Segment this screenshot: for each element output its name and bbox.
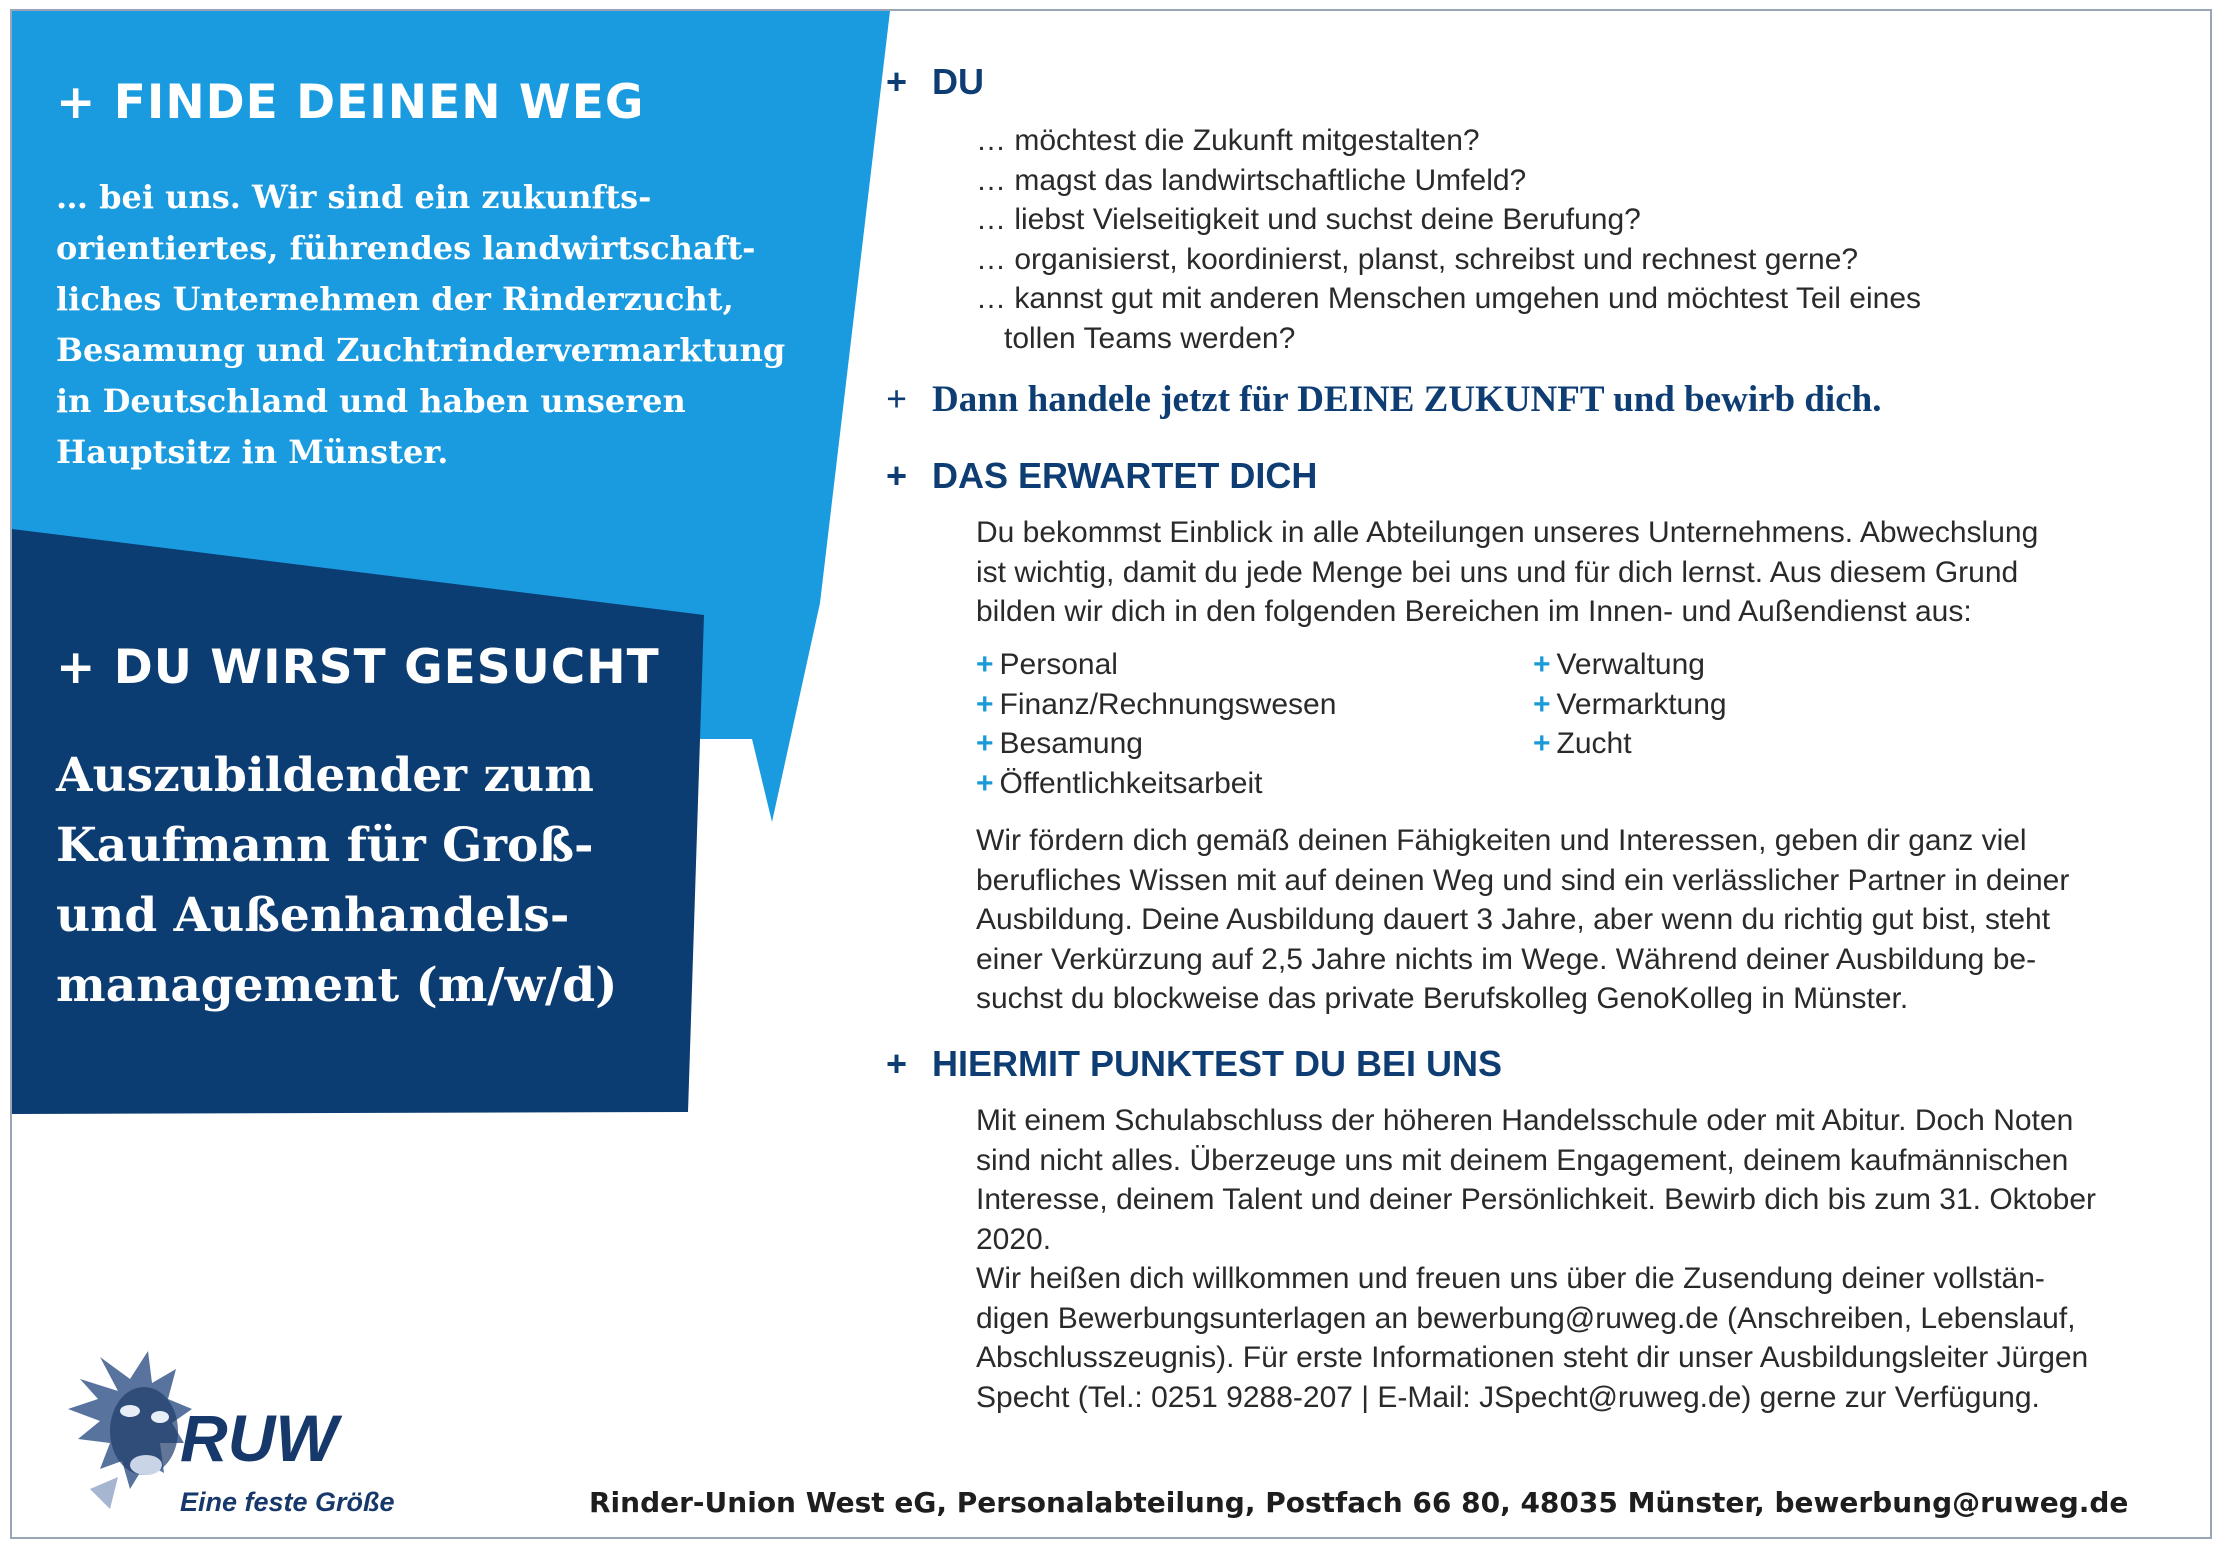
plus-icon: +: [1533, 727, 1551, 760]
list-item: + Finanz/Rechnungswesen: [976, 687, 1337, 721]
paragraph-line: einer Verkürzung auf 2,5 Jahre nichts im Wege. Während deiner Ausbildung be-: [976, 942, 2037, 976]
logo-wordmark: RUW: [180, 1401, 338, 1475]
paragraph-line: Mit einem Schulabschluss der höheren Handelsschule oder mit Abitur. Doch Noten: [976, 1104, 2074, 1137]
training-areas-right: [1533, 645, 1727, 764]
call-to-action: + Dann handele jetzt für DEINE ZUKUNFT und bewirb dich.: [886, 379, 1882, 420]
list-item: + Personal: [976, 648, 1118, 681]
paragraph-line: Wir heißen dich willkommen und freuen uns über die Zusendung deiner vollstän-: [976, 1262, 2045, 1295]
ad-frame: [10, 9, 2212, 1539]
paragraph-line: bilden wir dich in den folgenden Bereichen im Innen- und Außendienst aus:: [976, 595, 1972, 628]
footer-address: Rinder-Union West eG, Personalabteilung, Postfach 66 80, 48035 Münster, bewerbung@ruweg.de: [589, 1486, 2129, 1519]
plus-icon: +: [886, 61, 908, 102]
heading-find-your-way: + FINDE DEINEN WEG: [56, 75, 645, 130]
question-line: … möchtest die Zukunft mitgestalten?: [976, 124, 1480, 157]
paragraph-line: Du bekommst Einblick in alle Abteilungen unseres Unternehmens. Abwechslung: [976, 516, 2039, 549]
question-line: … magst das landwirtschaftliche Umfeld?: [976, 163, 1527, 197]
paragraph-line: sind nicht alles. Überzeuge uns mit deinem Engagement, deinem kaufmännischen: [976, 1143, 2069, 1177]
plus-icon: +: [976, 648, 994, 681]
expect-intro: [976, 513, 2038, 632]
paragraph-line: Specht (Tel.: 0251 9288-207 | E-Mail: JSpecht@ruweg.de) gerne zur Verfügung.: [976, 1380, 2040, 1414]
plus-icon: +: [1533, 687, 1551, 721]
job-title-line: management (m/w/d): [56, 958, 618, 1013]
plus-icon: +: [976, 687, 994, 721]
intro-line: liches Unternehmen der Rinderzucht,: [56, 280, 734, 318]
question-line: … kannst gut mit anderen Menschen umgehen und möchtest Teil eines: [976, 282, 1921, 315]
plus-icon: +: [976, 727, 994, 760]
intro-line: orientiertes, führendes landwirtschaft-: [56, 229, 756, 267]
paragraph-line: ist wichtig, damit du jede Menge bei uns und für dich lernst. Aus diesem Grund: [976, 555, 2019, 589]
paragraph-line: digen Bewerbungsunterlagen an bewerbung@ruweg.de (Anschreiben, Lebenslauf,: [976, 1301, 2076, 1335]
paragraph-line: Ausbildung. Deine Ausbildung dauert 3 Jahre, aber wenn du richtig gut bist, steht: [976, 903, 2051, 936]
intro-text: [56, 172, 785, 478]
paragraph-line: Interesse, deinem Talent und deiner Persönlichkeit. Bewirb dich bis zum 31. Oktober: [976, 1183, 2097, 1216]
job-title-line: Kaufmann für Groß-: [56, 818, 594, 873]
question-line: tollen Teams werden?: [1004, 321, 1296, 355]
plus-icon: +: [1533, 648, 1551, 681]
du-questions: [976, 121, 1921, 358]
section-title-expect: + DAS ERWARTET DICH: [886, 455, 1318, 496]
intro-line: Hauptsitz in Münster.: [56, 433, 449, 471]
plus-icon: +: [886, 455, 908, 496]
question-line: … organisierst, koordinierst, planst, schreibst und rechnest gerne?: [976, 242, 1859, 276]
list-item: + Zucht: [1533, 727, 1632, 760]
intro-line: … bei uns. Wir sind ein zukunfts-: [56, 178, 652, 216]
paragraph-line: berufliches Wissen mit auf deinen Weg und sind ein verlässlicher Partner in deiner: [976, 863, 2070, 897]
job-title: [56, 741, 617, 1021]
cow-head-icon: [68, 1351, 192, 1509]
score-text: [976, 1101, 2096, 1417]
intro-line: Besamung und Zuchtrindervermarktung: [56, 331, 786, 369]
list-item: + Verwaltung: [1533, 648, 1705, 681]
paragraph-line: suchst du blockweise das private Berufskolleg GenoKolleg in Münster.: [976, 982, 1909, 1015]
intro-line: in Deutschland und haben unseren: [56, 382, 686, 420]
job-title-line: und Außenhandels-: [56, 888, 570, 943]
list-item: + Besamung: [976, 727, 1143, 760]
section-title-du: + DU: [886, 61, 984, 102]
job-title-line: Auszubildender zum: [56, 748, 594, 803]
plus-icon: +: [976, 766, 994, 800]
paragraph-line: Wir fördern dich gemäß deinen Fähigkeiten und Interessen, geben dir ganz viel: [976, 824, 2027, 857]
logo-tagline: Eine feste Größe: [180, 1487, 395, 1517]
plus-icon: +: [886, 1043, 908, 1084]
expect-outro: [976, 821, 2069, 1019]
paragraph-line: 2020.: [976, 1222, 1052, 1256]
plus-icon: +: [886, 379, 908, 420]
training-areas-left: [976, 645, 1336, 803]
ruw-logo: [60, 1339, 450, 1529]
list-item: + Öffentlichkeitsarbeit: [976, 766, 1263, 800]
paragraph-line: Abschlusszeugnis). Für erste Informationen steht dir unser Ausbildungsleiter Jürgen: [976, 1341, 2089, 1374]
heading-you-are-wanted: + DU WIRST GESUCHT: [56, 640, 660, 695]
section-title-score: + HIERMIT PUNKTEST DU BEI UNS: [886, 1043, 1503, 1084]
list-item: + Vermarktung: [1533, 687, 1727, 721]
question-line: … liebst Vielseitigkeit und suchst deine Berufung?: [976, 203, 1641, 236]
